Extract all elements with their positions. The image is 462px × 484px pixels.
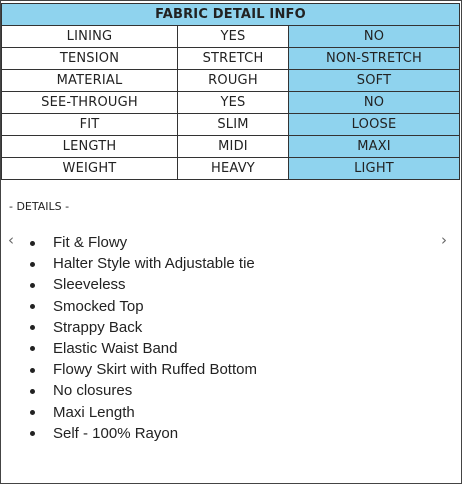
option-b-cell: NO [289, 92, 460, 114]
list-item [30, 274, 257, 295]
attribute-cell: WEIGHT [2, 158, 178, 180]
list-item [30, 317, 257, 338]
list-item-text: No closures [53, 382, 133, 400]
option-b-cell: LOOSE [289, 114, 460, 136]
list-item-text: Self - 100% Rayon [53, 424, 179, 442]
list-item-text: Maxi Length [53, 403, 135, 421]
list-item [30, 296, 257, 317]
list-item [30, 232, 257, 253]
list-item-text: Halter Style with Adjustable tie [53, 255, 255, 273]
bullet-icon [30, 410, 35, 415]
list-item [30, 359, 257, 380]
attribute-cell: MATERIAL [2, 70, 178, 92]
list-item [30, 338, 257, 359]
table-row [2, 26, 460, 48]
list-item-text: Elastic Waist Band [53, 339, 178, 357]
list-item-text: Smocked Top [53, 297, 144, 315]
table-row [2, 114, 460, 136]
bullet-icon [30, 241, 35, 246]
table-row [2, 48, 460, 70]
option-b-cell: NON-STRETCH [289, 48, 460, 70]
option-a-cell: ROUGH [178, 70, 289, 92]
list-item-text: Fit & Flowy [53, 234, 128, 251]
list-item [30, 253, 257, 274]
table-row [2, 136, 460, 158]
bullet-icon [30, 304, 35, 309]
bullet-icon [30, 368, 35, 373]
option-b-cell: SOFT [289, 70, 460, 92]
option-a-cell: YES [178, 92, 289, 114]
table-row [2, 92, 460, 114]
table-row [2, 70, 460, 92]
list-item-text: Sleeveless [53, 276, 126, 294]
attribute-cell: SEE-THROUGH [2, 92, 178, 114]
bullet-icon [30, 325, 35, 330]
chevron-left-icon[interactable]: ‹ [8, 231, 14, 249]
table-row [2, 158, 460, 180]
option-b-cell: NO [289, 26, 460, 48]
bullet-icon [30, 283, 35, 288]
option-a-cell: HEAVY [178, 158, 289, 180]
chevron-right-icon[interactable]: › [441, 231, 447, 249]
bullet-icon [30, 346, 35, 351]
option-b-cell: MAXI [289, 136, 460, 158]
attribute-cell: TENSION [2, 48, 178, 70]
option-b-cell: LIGHT [289, 158, 460, 180]
option-a-cell: MIDI [178, 136, 289, 158]
attribute-cell: FIT [2, 114, 178, 136]
details-heading: - DETAILS - [9, 200, 70, 213]
list-item [30, 402, 257, 423]
list-item [30, 423, 257, 444]
bullet-icon [30, 262, 35, 267]
list-item-text: Strappy Back [53, 318, 143, 336]
option-a-cell: YES [178, 26, 289, 48]
bullet-icon [30, 431, 35, 436]
option-a-cell: SLIM [178, 114, 289, 136]
attribute-cell: LENGTH [2, 136, 178, 158]
attribute-cell: LINING [2, 26, 178, 48]
table-title: FABRIC DETAIL INFO [2, 4, 460, 26]
bullet-icon [30, 389, 35, 394]
option-a-cell: STRETCH [178, 48, 289, 70]
fabric-detail-table [1, 3, 460, 180]
list-item [30, 380, 257, 401]
details-list [30, 232, 257, 444]
list-item-text: Flowy Skirt with Ruffed Bottom [53, 361, 257, 379]
